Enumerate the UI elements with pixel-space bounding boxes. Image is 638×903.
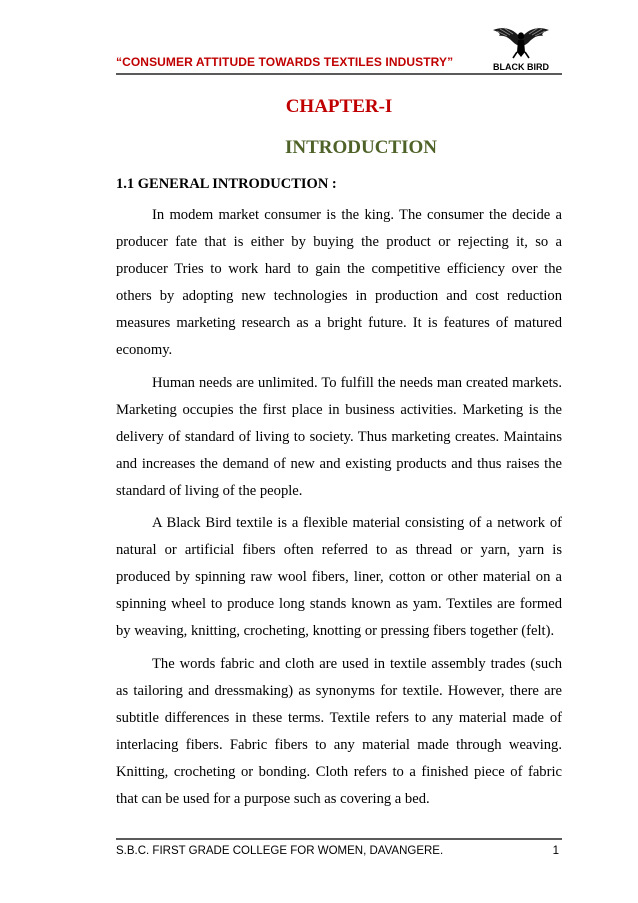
header-rule	[116, 73, 562, 75]
footer-rule	[116, 838, 562, 840]
paragraph: In modem market consumer is the king. The consumer the decide a producer fate that is either by buying the product or rejecting it, so a producer Tries to work hard to gain the competitive efficiency over the others by adopting new technologies in production and cost reduction measures marketing research as a bright future. It is features of matured economy.	[116, 207, 562, 359]
body-text	[116, 202, 562, 818]
eagle-icon	[491, 24, 551, 60]
paragraph: A Black Bird textile is a flexible material consisting of a network of natural or artificial fibers often referred to as thread or yarn, yarn is produced by spinning raw wool fibers, liner, cotton or other material on a spinning wheel to produce long stands known as yam. Textiles are formed by weaving, knitting, crocheting, knotting or pressing fibers together (felt).	[116, 515, 562, 640]
chapter-title: INTRODUCTION	[284, 137, 438, 158]
footer-college: S.B.C. FIRST GRADE COLLEGE FOR WOMEN, DAVANGERE.	[116, 845, 444, 857]
chapter-number: CHAPTER-I	[285, 96, 393, 117]
page-header	[116, 24, 562, 74]
section-heading: 1.1 GENERAL INTRODUCTION :	[116, 176, 337, 192]
black-bird-logo	[480, 24, 562, 72]
logo-text: BLACK BIRD	[493, 62, 549, 72]
paragraph: Human needs are unlimited. To fulfill the needs man created markets. Marketing occupies the first place in business activities. Marketing is the delivery of standard of living to society. Thus marketing creates. Maintains and increases the demand of new and existing products and thus raises the standard of living of the people.	[116, 374, 562, 499]
paragraph: The words fabric and cloth are used in textile assembly trades (such as tailoring and dressmaking) as synonyms for textile. However, there are subtitle differences in these terms. Textile refers to any material made of interlacing fibers. Fabric fibers to any material made through weaving. Knitting, crocheting or bonding. Cloth refers to a finished piece of fabric that can be used for a purpose such as covering a bed.	[116, 655, 562, 807]
header-title: “CONSUMER ATTITUDE TOWARDS TEXTILES INDUSTRY”	[116, 55, 454, 69]
page-number: 1	[552, 845, 559, 857]
